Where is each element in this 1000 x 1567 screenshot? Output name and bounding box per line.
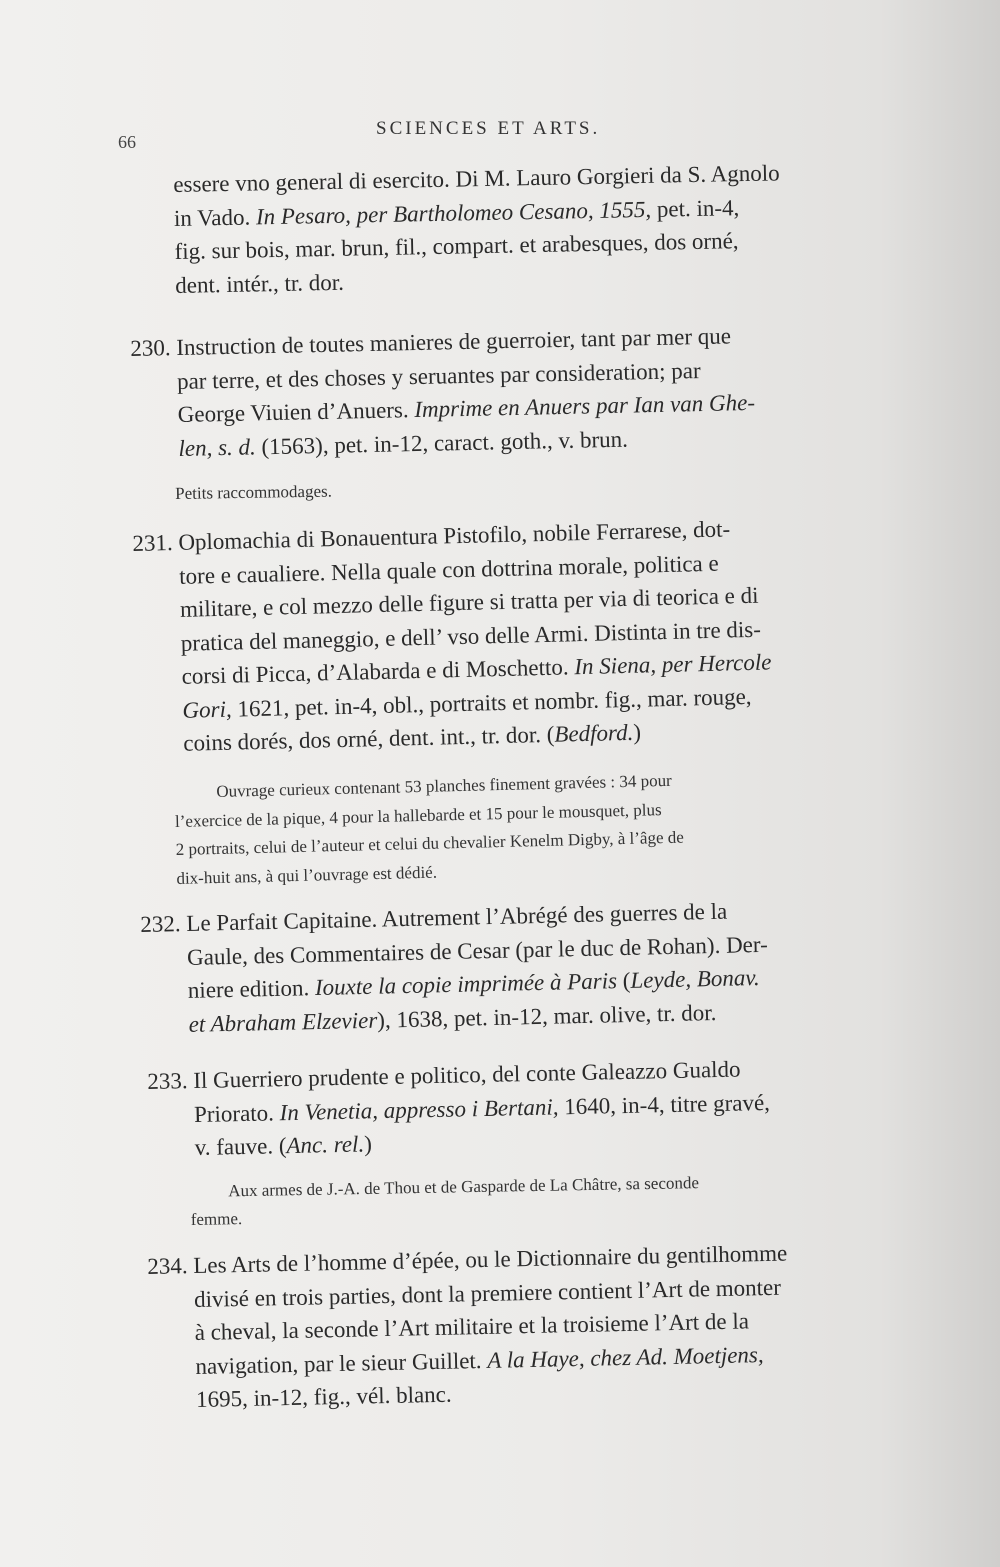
imprint: In Pesaro, per Bartholomeo Cesano, 1555,	[255, 196, 652, 229]
text-line: fig. sur bois, mar. brun, fil., compart. et arabesques, dos orné,	[174, 228, 739, 264]
text-line: len, s. d. (1563), pet. in-12, caract. goth., v. brun.	[178, 426, 629, 461]
imprint: Gori,	[182, 696, 232, 723]
text-line: niere edition. Iouxte la copie imprimée à Paris (Leyde, Bonav.	[187, 964, 760, 1003]
entry-233	[147, 1052, 771, 1166]
text-line: 1695, in-12, fig., vél. blanc.	[195, 1381, 452, 1413]
imprint: et Abraham Elzevier	[188, 1007, 378, 1037]
text-line: et Abraham Elzevier), 1638, pet. in-12, mar. olive, tr. dor.	[188, 999, 717, 1037]
text-line: divisé en trois parties, dont la premiere contient l’Art de monter	[193, 1274, 782, 1312]
text-line: 233. Il Guerriero prudente e politico, del conte Galeazzo Gualdo	[147, 1052, 770, 1099]
binder: Bedford.	[554, 719, 634, 747]
text-line: dent. intér., tr. dor.	[175, 269, 345, 298]
entry-230	[130, 319, 756, 466]
entry-number: 232.	[140, 911, 181, 937]
text-line: Gori, 1621, pet. in-4, obl., portraits et nombr. fig., mar. rouge,	[182, 683, 752, 723]
text-line: 230. Instruction de toutes manieres de guerroier, tant par mer que	[130, 319, 754, 366]
page-header	[118, 118, 738, 158]
imprint: In Venetia, appresso i Bertani,	[279, 1093, 559, 1125]
entry-232	[140, 894, 770, 1042]
entry-230-note: Petits raccommodages.	[175, 481, 333, 503]
text-line: tore e caualiere. Nella quale con dottrina morale, politica e	[178, 550, 719, 589]
note-line: Ouvrage curieux contenant 53 planches finement gravées : 34 pour	[216, 770, 672, 801]
text-line: Gaule, des Commentaires de Cesar (par le duc de Rohan). Der-	[186, 931, 768, 970]
text-line: navigation, par le sieur Guillet. A la Haye, chez Ad. Moetjens,	[195, 1341, 764, 1379]
text-line: pratica del maneggio, e dell’ vso delle Armi. Distinta in tre dis-	[180, 616, 762, 656]
text-line: corsi di Picca, d’Alabarda e di Moschetto. In Siena, per Hercole	[181, 649, 772, 689]
text-line: 232. Le Parfait Capitaine. Autrement l’Abrégé des guerres de la	[140, 894, 767, 942]
text-line: par terre, et des choses y seruantes par consideration; par	[176, 357, 701, 394]
text-line: v. fauve. (Anc. rel.)	[194, 1131, 373, 1161]
running-title: SCIENCES ET ARTS.	[376, 118, 601, 139]
entry-number: 230.	[130, 335, 171, 361]
text-line: in Vado. In Pesaro, per Bartholomeo Cesano, 1555, pet. in-4,	[173, 194, 740, 231]
text-line: 234. Les Arts de l’homme d’épée, ou le Dictionnaire du gentilhomme	[147, 1237, 788, 1284]
imprint: Leyde, Bonav.	[630, 964, 760, 993]
binding-note: Anc. rel.	[286, 1131, 365, 1159]
entry-234	[147, 1237, 790, 1418]
imprint: In Siena, per Hercole	[574, 649, 772, 680]
note-line: femme.	[190, 1209, 243, 1229]
entry-number: 233.	[147, 1068, 188, 1094]
note-line: 2 portraits, celui de l’auteur et celui du chevalier Kenelm Digby, à l’âge de	[175, 827, 685, 859]
entry-233-note	[190, 1169, 700, 1234]
text-line: Priorato. In Venetia, appresso i Bertani, 1640, in-4, titre gravé,	[193, 1089, 771, 1127]
text-line: coins dorés, dos orné, dent. int., tr. dor. (Bedford.)	[182, 719, 642, 756]
text-line: George Viuien d’Anuers. Imprime en Anuers par Ian van Ghe-	[177, 389, 756, 428]
entry-229-continuation	[173, 156, 782, 302]
imprint: len, s. d.	[178, 433, 256, 461]
text-line: essere vno general di esercito. Di M. Lauro Gorgieri da S. Agnolo	[173, 160, 780, 197]
entry-231	[132, 511, 773, 761]
entry-number: 234.	[147, 1253, 188, 1279]
text-line: militare, e col mezzo delle figure si tratta per via di teorica e di	[179, 582, 759, 622]
note-line: dix-huit ans, à qui l’ouvrage est dédié.	[176, 862, 438, 888]
imprint: Iouxte la copie imprimée à Paris	[314, 968, 618, 1001]
entry-number: 231.	[132, 530, 173, 556]
page-number: 66	[118, 132, 136, 152]
note-line: Aux armes de J.-A. de Thou et de Gasparde de La Châtre, sa seconde	[228, 1173, 700, 1201]
imprint: Imprime en Anuers par Ian van Ghe-	[414, 389, 756, 423]
note-line: l’exercice de la pique, 4 pour la hallebarde et 15 pour le mousquet, plus	[174, 799, 662, 831]
entry-231-note	[174, 767, 685, 893]
text-line: 231. Oplomachia di Bonauentura Pistofilo, nobile Ferrarese, dot-	[132, 511, 769, 560]
text-line: à cheval, la seconde l’Art militaire et la troisieme l’Art de la	[194, 1308, 750, 1346]
imprint: A la Haye, chez Ad. Moetjens,	[487, 1341, 764, 1373]
